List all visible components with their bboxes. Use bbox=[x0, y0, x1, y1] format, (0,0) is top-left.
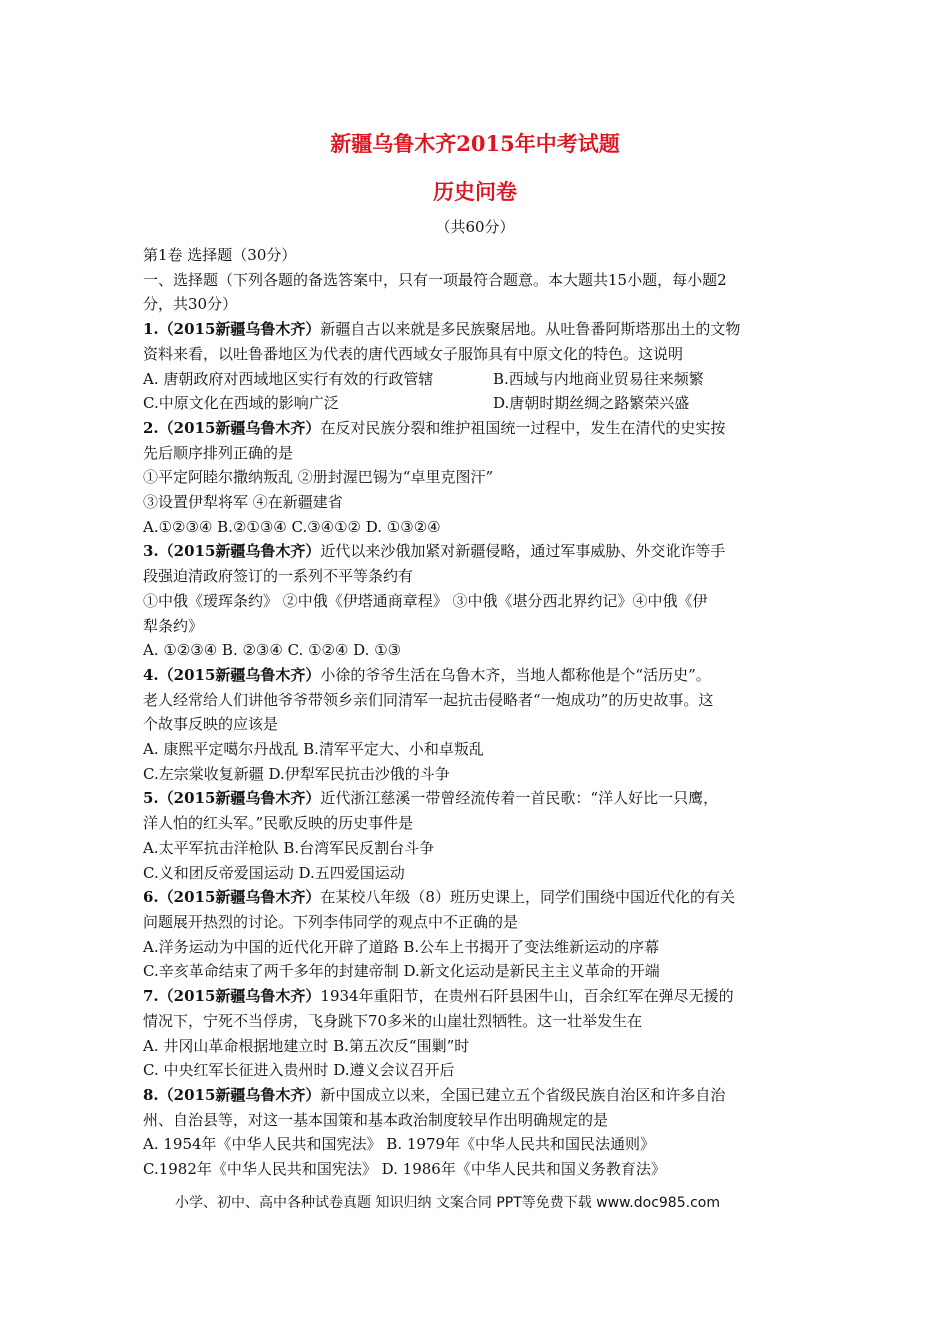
question-line bbox=[143, 441, 813, 466]
question-text: 在某校八年级（8）班历史课上，同学们围绕中国近代化的有关 bbox=[320, 888, 735, 907]
answer-option: C. 中央红军长征进入贵州时 D.遵义会议召开后 bbox=[143, 1061, 455, 1080]
answer-options-row bbox=[143, 1157, 813, 1182]
answer-option: B.西域与内地商业贸易往来频繁 bbox=[493, 369, 704, 388]
question-text: 资料来看，以吐鲁番地区为代表的唐代西域女子服饰具有中原文化的特色。这说明 bbox=[143, 344, 684, 363]
question-source-tag: （2015新疆乌鲁木齐） bbox=[158, 665, 321, 684]
question-line bbox=[143, 984, 813, 1009]
answer-options-row bbox=[143, 1034, 813, 1059]
question-line bbox=[143, 490, 813, 515]
question-text: 小徐的爷爷生活在乌鲁木齐，当地人都称他是个“活历史”。 bbox=[320, 665, 711, 684]
question-line bbox=[143, 416, 813, 441]
question-source-tag: （2015新疆乌鲁木齐） bbox=[158, 320, 321, 339]
question-text: 犁条约》 bbox=[143, 616, 204, 635]
question bbox=[143, 984, 813, 1083]
total-score: （共60分） bbox=[435, 218, 515, 236]
question-text: 先后顺序排列正确的是 bbox=[143, 443, 294, 462]
answer-options-row bbox=[143, 959, 813, 984]
question-source-tag: （2015新疆乌鲁木齐） bbox=[158, 542, 321, 561]
question-line bbox=[143, 539, 813, 564]
answer-options-row bbox=[143, 762, 813, 787]
question-text: 洋人怕的红头军。”民歌反映的历史事件是 bbox=[143, 814, 414, 833]
answer-options-row bbox=[143, 836, 813, 861]
question-line bbox=[143, 342, 813, 367]
question-number: 1. bbox=[143, 320, 159, 339]
question-line bbox=[143, 589, 813, 614]
question-text: 个故事反映的应该是 bbox=[143, 715, 279, 734]
question-text: 问题展开热烈的讨论。下列李伟同学的观点中不正确的是 bbox=[143, 912, 519, 931]
answer-options-row bbox=[143, 391, 813, 416]
exam-subtitle: 历史问卷 bbox=[433, 179, 517, 204]
question-number: 2. bbox=[143, 418, 159, 437]
question-text: 近代以来沙俄加紧对新疆侵略，通过军事威胁、外交讹诈等手 bbox=[320, 542, 726, 561]
question-text: 近代浙江慈溪一带曾经流传着一首民歌：“洋人好比一只鹰， bbox=[320, 789, 719, 808]
answer-options-row bbox=[143, 515, 813, 540]
question bbox=[143, 786, 813, 885]
question-line bbox=[143, 317, 813, 342]
question-line bbox=[143, 712, 813, 737]
footer-ad: 小学、初中、高中各种试卷真题 知识归纳 文案合同 PPT等免费下载 www.doc985.com bbox=[175, 1195, 720, 1211]
answer-option: C.辛亥革命结束了两千多年的封建帝制 D.新文化运动是新民主主义革命的开端 bbox=[143, 962, 660, 981]
answer-option: A. 唐朝政府对西域地区实行有效的行政管辖 bbox=[143, 369, 434, 388]
question-text: ③设置伊犁将军 ④在新疆建省 bbox=[143, 493, 343, 512]
answer-option: A.太平军抗击洋枪队 B.台湾军民反割台斗争 bbox=[143, 838, 435, 857]
question-line bbox=[143, 786, 813, 811]
question-number: 3. bbox=[143, 542, 159, 561]
question-line bbox=[143, 1108, 813, 1133]
question-line bbox=[143, 663, 813, 688]
question-number: 6. bbox=[143, 888, 159, 907]
question-text: 州、自治县等，对这一基本国策和基本政治制度较早作出明确规定的是 bbox=[143, 1110, 609, 1129]
section-heading: 第1卷 选择题（30分） bbox=[143, 246, 297, 264]
question-number: 5. bbox=[143, 789, 159, 808]
question-line bbox=[143, 465, 813, 490]
question-number: 7. bbox=[143, 987, 159, 1006]
question-list bbox=[143, 317, 813, 1182]
answer-options-row bbox=[143, 737, 813, 762]
instruction-line: 分，共30分） bbox=[143, 295, 238, 314]
question-text: ①平定阿睦尔撒纳叛乱 ②册封渥巴锡为“卓里克图汗” bbox=[143, 468, 494, 487]
answer-options-row bbox=[143, 935, 813, 960]
answer-option: C.左宗棠收复新疆 D.伊犁军民抗击沙俄的斗争 bbox=[143, 764, 450, 783]
question bbox=[143, 663, 813, 787]
question-text: 在反对民族分裂和维护祖国统一过程中，发生在清代的史实按 bbox=[320, 418, 726, 437]
question-text: 1934年重阳节，在贵州石阡县困牛山，百余红军在弹尽无援的 bbox=[320, 987, 734, 1006]
exam-body bbox=[143, 243, 813, 1182]
question-text: 老人经常给人们讲他爷爷带领乡亲们同清军一起抗击侵略者“一炮成功”的历史故事。这 bbox=[143, 690, 714, 709]
question-line bbox=[143, 1009, 813, 1034]
question-text: 新疆自古以来就是多民族聚居地。从吐鲁番阿斯塔那出土的文物 bbox=[320, 320, 741, 339]
exam-title: 新疆乌鲁木齐2015年中考试题 bbox=[330, 131, 620, 156]
question-line bbox=[143, 811, 813, 836]
answer-options-row bbox=[143, 1132, 813, 1157]
question-text: 情况下，宁死不当俘虏，飞身跳下70多米的山崖壮烈牺牲。这一壮举发生在 bbox=[143, 1011, 643, 1030]
answer-option: A.①②③④ B.②①③④ C.③④①② D. ①③②④ bbox=[143, 517, 441, 536]
answer-option: A. 1954年《中华人民共和国宪法》 B. 1979年《中华人民共和国民法通则》 bbox=[143, 1135, 656, 1154]
question bbox=[143, 539, 813, 663]
question-line bbox=[143, 885, 813, 910]
question-text: 新中国成立以来，全国已建立五个省级民族自治区和许多自治 bbox=[320, 1085, 726, 1104]
question-text: ①中俄《瑷珲条约》 ②中俄《伊塔通商章程》 ③中俄《堪分西北界约记》④中俄《伊 bbox=[143, 591, 708, 610]
question-number: 8. bbox=[143, 1085, 159, 1104]
question-source-tag: （2015新疆乌鲁木齐） bbox=[158, 789, 321, 808]
question bbox=[143, 317, 813, 416]
question-line bbox=[143, 564, 813, 589]
question-text: 段强迫清政府签订的一系列不平等条约有 bbox=[143, 567, 414, 586]
question-line bbox=[143, 688, 813, 713]
question-number: 4. bbox=[143, 665, 159, 684]
instruction-line: 一、选择题（下列各题的备选答案中，只有一项最符合题意。本大题共15小题，每小题2 bbox=[143, 270, 727, 289]
answer-option: C.中原文化在西域的影响广泛 bbox=[143, 394, 339, 413]
question bbox=[143, 885, 813, 984]
question bbox=[143, 416, 813, 540]
answer-options-row bbox=[143, 367, 813, 392]
question-source-tag: （2015新疆乌鲁木齐） bbox=[158, 1085, 321, 1104]
answer-option: A.洋务运动为中国的近代化开辟了道路 B.公车上书揭开了变法维新运动的序幕 bbox=[143, 937, 660, 956]
question-source-tag: （2015新疆乌鲁木齐） bbox=[158, 418, 321, 437]
question bbox=[143, 1083, 813, 1182]
question-line bbox=[143, 614, 813, 639]
question-source-tag: （2015新疆乌鲁木齐） bbox=[158, 987, 321, 1006]
question-line bbox=[143, 910, 813, 935]
answer-option: A. 康熙平定噶尔丹战乱 B.清军平定大、小和卓叛乱 bbox=[143, 740, 484, 759]
question-source-tag: （2015新疆乌鲁木齐） bbox=[158, 888, 321, 907]
answer-option: D.唐朝时期丝绸之路繁荣兴盛 bbox=[493, 394, 690, 413]
question-line bbox=[143, 1083, 813, 1108]
answer-options-row bbox=[143, 861, 813, 886]
answer-option: A. 井冈山革命根据地建立时 B.第五次反“围剿”时 bbox=[143, 1036, 470, 1055]
answer-option: A. ①②③④ B. ②③④ C. ①②④ D. ①③ bbox=[143, 641, 402, 660]
answer-options-row bbox=[143, 638, 813, 663]
answer-option: C.1982年《中华人民共和国宪法》 D. 1986年《中华人民共和国义务教育法》 bbox=[143, 1160, 666, 1179]
answer-options-row bbox=[143, 1058, 813, 1083]
answer-option: C.义和团反帝爱国运动 D.五四爱国运动 bbox=[143, 863, 405, 882]
